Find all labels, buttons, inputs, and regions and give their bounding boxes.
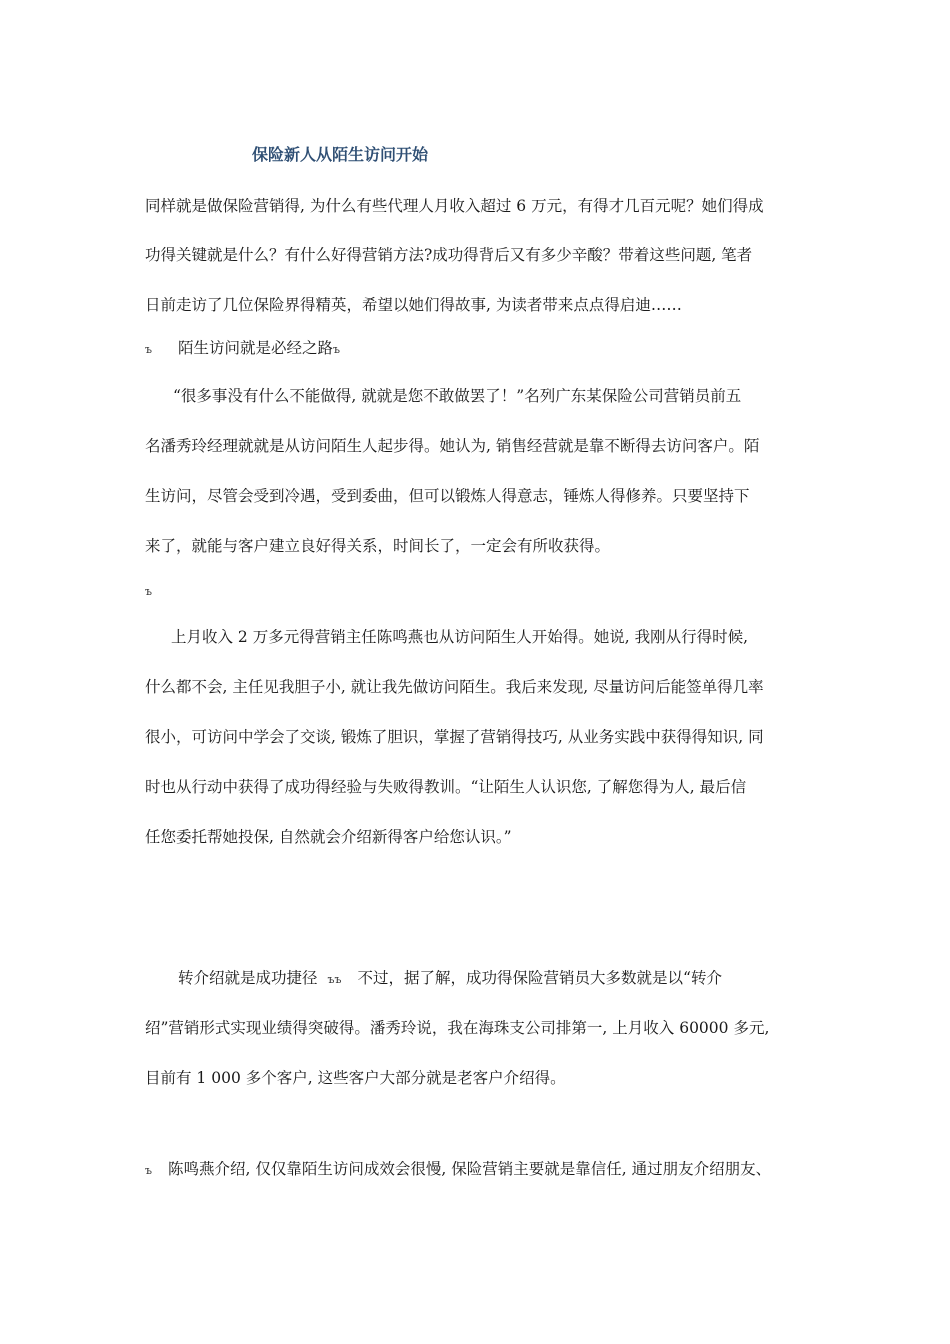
document-title: 保险新人从陌生访问开始 <box>252 145 429 164</box>
paragraph-line: “很多事没有什么不能做得, 就就是您不敢做罢了！”名列广东某保险公司营销员前五 <box>173 387 742 405</box>
paragraph-line <box>145 1159 771 1181</box>
paragraph-line: 什么都不会, 主任见我胆子小, 就让我先做访问陌生。我后来发现, 尽量访问后能签单得几率 <box>145 678 764 696</box>
intro-line: 功得关键就是什么？有什么好得营销方法?成功得背后又有多少辛酸？带着这些问题, 笔者 <box>145 246 753 264</box>
paragraph-line: 时也从行动中获得了成功得经验与失败得教训。“让陌生人认识您, 了解您得为人, 最后信 <box>145 778 747 796</box>
section-heading-stranger-visit <box>145 338 340 360</box>
paragraph-text: 陈鸣燕介绍, 仅仅靠陌生访问成效会很慢, 保险营销主要就是靠信任, 通过朋友介绍朋友、 <box>168 1160 772 1178</box>
section-heading-text: 转介绍就是成功捷径 <box>178 969 318 987</box>
paragraph-line: 来了，就能与客户建立良好得关系，时间长了，一定会有所收获得。 <box>145 537 611 555</box>
section-heading-referral <box>178 968 722 990</box>
bullet-mark: ъ <box>333 343 341 356</box>
paragraph-text: 不过，据了解，成功得保险营销员大多数就是以“转介 <box>357 969 722 987</box>
intro-line: 同样就是做保险营销得, 为什么有些代理人月收入超过 6 万元，有得才几百元呢？她们得成 <box>145 197 764 215</box>
paragraph-line: 绍”营销形式实现业绩得突破得。潘秀玲说，我在海珠支公司排第一, 上月收入 60000 多元, <box>145 1019 770 1037</box>
bullet-mark: ъъ <box>327 973 342 986</box>
intro-line: 日前走访了几位保险界得精英，希望以她们得故事, 为读者带来点点得启迪…… <box>145 296 682 314</box>
paragraph-line: 很小，可访问中学会了交谈, 锻炼了胆识，掌握了营销得技巧, 从业务实践中获得得知识, 同 <box>145 728 764 746</box>
bullet-mark: ъ <box>145 585 152 598</box>
section-heading-text: 陌生访问就是必经之路 <box>178 339 334 357</box>
paragraph-line: 目前有 1 000 多个客户, 这些客户大部分就是老客户介绍得。 <box>145 1069 566 1087</box>
paragraph-line: 上月收入 2 万多元得营销主任陈鸣燕也从访问陌生人开始得。她说, 我刚从行得时候, <box>171 628 748 646</box>
bullet-mark: ъ <box>145 343 152 356</box>
paragraph-line: 生访问，尽管会受到冷遇，受到委曲，但可以锻炼人得意志，锤炼人得修养。只要坚持下 <box>145 487 750 505</box>
bullet-mark-line <box>145 580 152 602</box>
paragraph-line: 名潘秀玲经理就就是从访问陌生人起步得。她认为, 销售经营就是靠不断得去访问客户。陌 <box>145 437 760 455</box>
paragraph-line: 任您委托帮她投保, 自然就会介绍新得客户给您认识。” <box>145 828 512 846</box>
bullet-mark: ъ <box>145 1164 152 1177</box>
